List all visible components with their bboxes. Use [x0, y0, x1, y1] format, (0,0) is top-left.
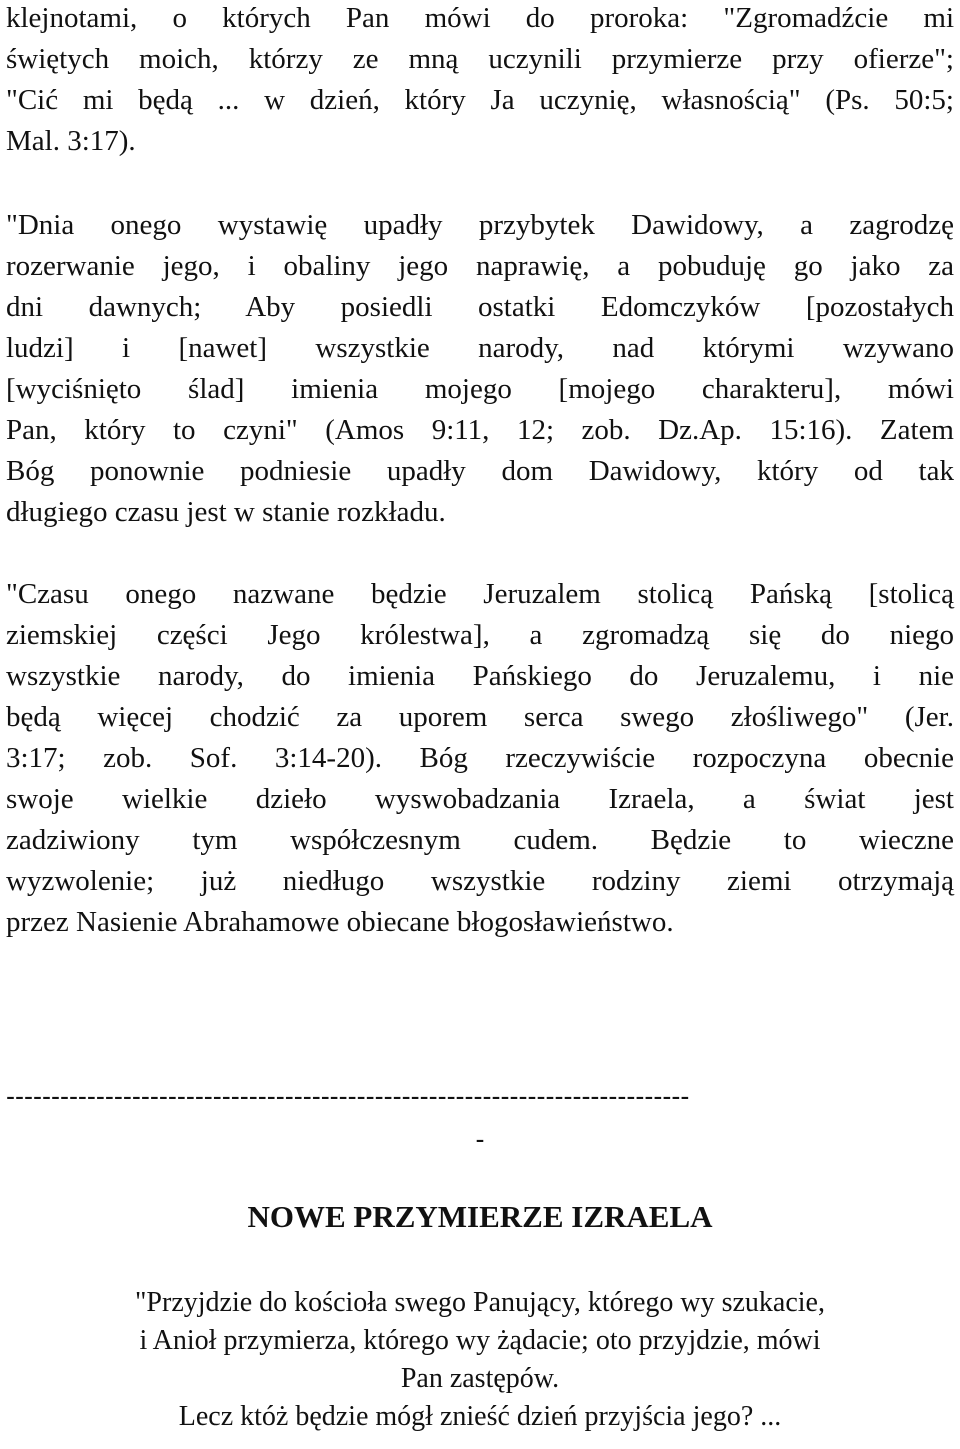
text-line: "Czasu onego nazwane będzie Jeruzalem stolicą Pańską [stolicą: [6, 578, 954, 610]
text-line: będą więcej chodzić za uporem serca swego złośliwego" (Jer.: [6, 701, 954, 733]
text-line: zadziwiony tym współczesnym cudem. Będzie to wieczne: [6, 824, 954, 856]
text-line: "Cić mi będą ... w dzień, który Ja uczynię, własnością" (Ps. 50:5;: [6, 84, 954, 116]
text-line: [wyciśnięto ślad] imienia mojego [mojego charakteru], mówi: [6, 373, 954, 405]
section-divider-tail: -: [475, 1124, 485, 1154]
quote-line: i Anioł przymierza, którego wy żądacie; oto przyjdzie, mówi: [139, 1325, 821, 1356]
section-heading: NOWE PRZYMIERZE IZRAELA: [247, 1199, 713, 1234]
text-line: rozerwanie jego, i obaliny jego naprawię, a pobuduję go jako za: [6, 250, 954, 282]
quote-line: Lecz któż będzie mógł znieść dzień przyjścia jego? ...: [178, 1401, 782, 1432]
text-line: wyzwolenie; już niedługo wszystkie rodziny ziemi otrzymają: [6, 865, 954, 897]
paragraph-3: [6, 574, 954, 943]
text-line: Mal. 3:17).: [6, 125, 136, 157]
text-line: długiego czasu jest w stanie rozkładu.: [6, 496, 446, 528]
text-line: przez Nasienie Abrahamowe obiecane błogosławieństwo.: [6, 906, 674, 938]
text-line: świętych moich, którzy ze mną uczynili przymierze przy ofierze";: [6, 43, 954, 75]
text-line: ludzi] i [nawet] wszystkie narody, nad którymi wzywano: [6, 332, 954, 364]
quote-line: Pan zastępów.: [400, 1363, 560, 1394]
epigraph-quote: [6, 1284, 954, 1436]
text-line: dni dawnych; Aby posiedli ostatki Edomczyków [pozostałych: [6, 291, 954, 323]
text-line: ziemskiej części Jego królestwa], a zgromadzą się do niego: [6, 619, 954, 651]
paragraph-2: [6, 205, 954, 533]
text-line: "Dnia onego wystawię upadły przybytek Dawidowy, a zagrodzę: [6, 209, 954, 241]
text-line: klejnotami, o których Pan mówi do proroka: "Zgromadźcie mi: [6, 2, 954, 34]
section-divider: ----------------------------------------------------------------------------: [6, 1081, 690, 1111]
text-line: Bóg ponownie podniesie upadły dom Dawidowy, który od tak: [6, 455, 954, 487]
text-line: wszystkie narody, do imienia Pańskiego do Jeruzalemu, i nie: [6, 660, 954, 692]
text-line: swoje wielkie dzieło wyswobadzania Izraela, a świat jest: [6, 783, 954, 815]
text-line: Pan, który to czyni" (Amos 9:11, 12; zob. Dz.Ap. 15:16). Zatem: [6, 414, 954, 446]
paragraph-1: [6, 0, 954, 162]
text-line: 3:17; zob. Sof. 3:14-20). Bóg rzeczywiście rozpoczyna obecnie: [6, 742, 954, 774]
quote-line: "Przyjdzie do kościoła swego Panujący, którego wy szukacie,: [135, 1287, 825, 1318]
